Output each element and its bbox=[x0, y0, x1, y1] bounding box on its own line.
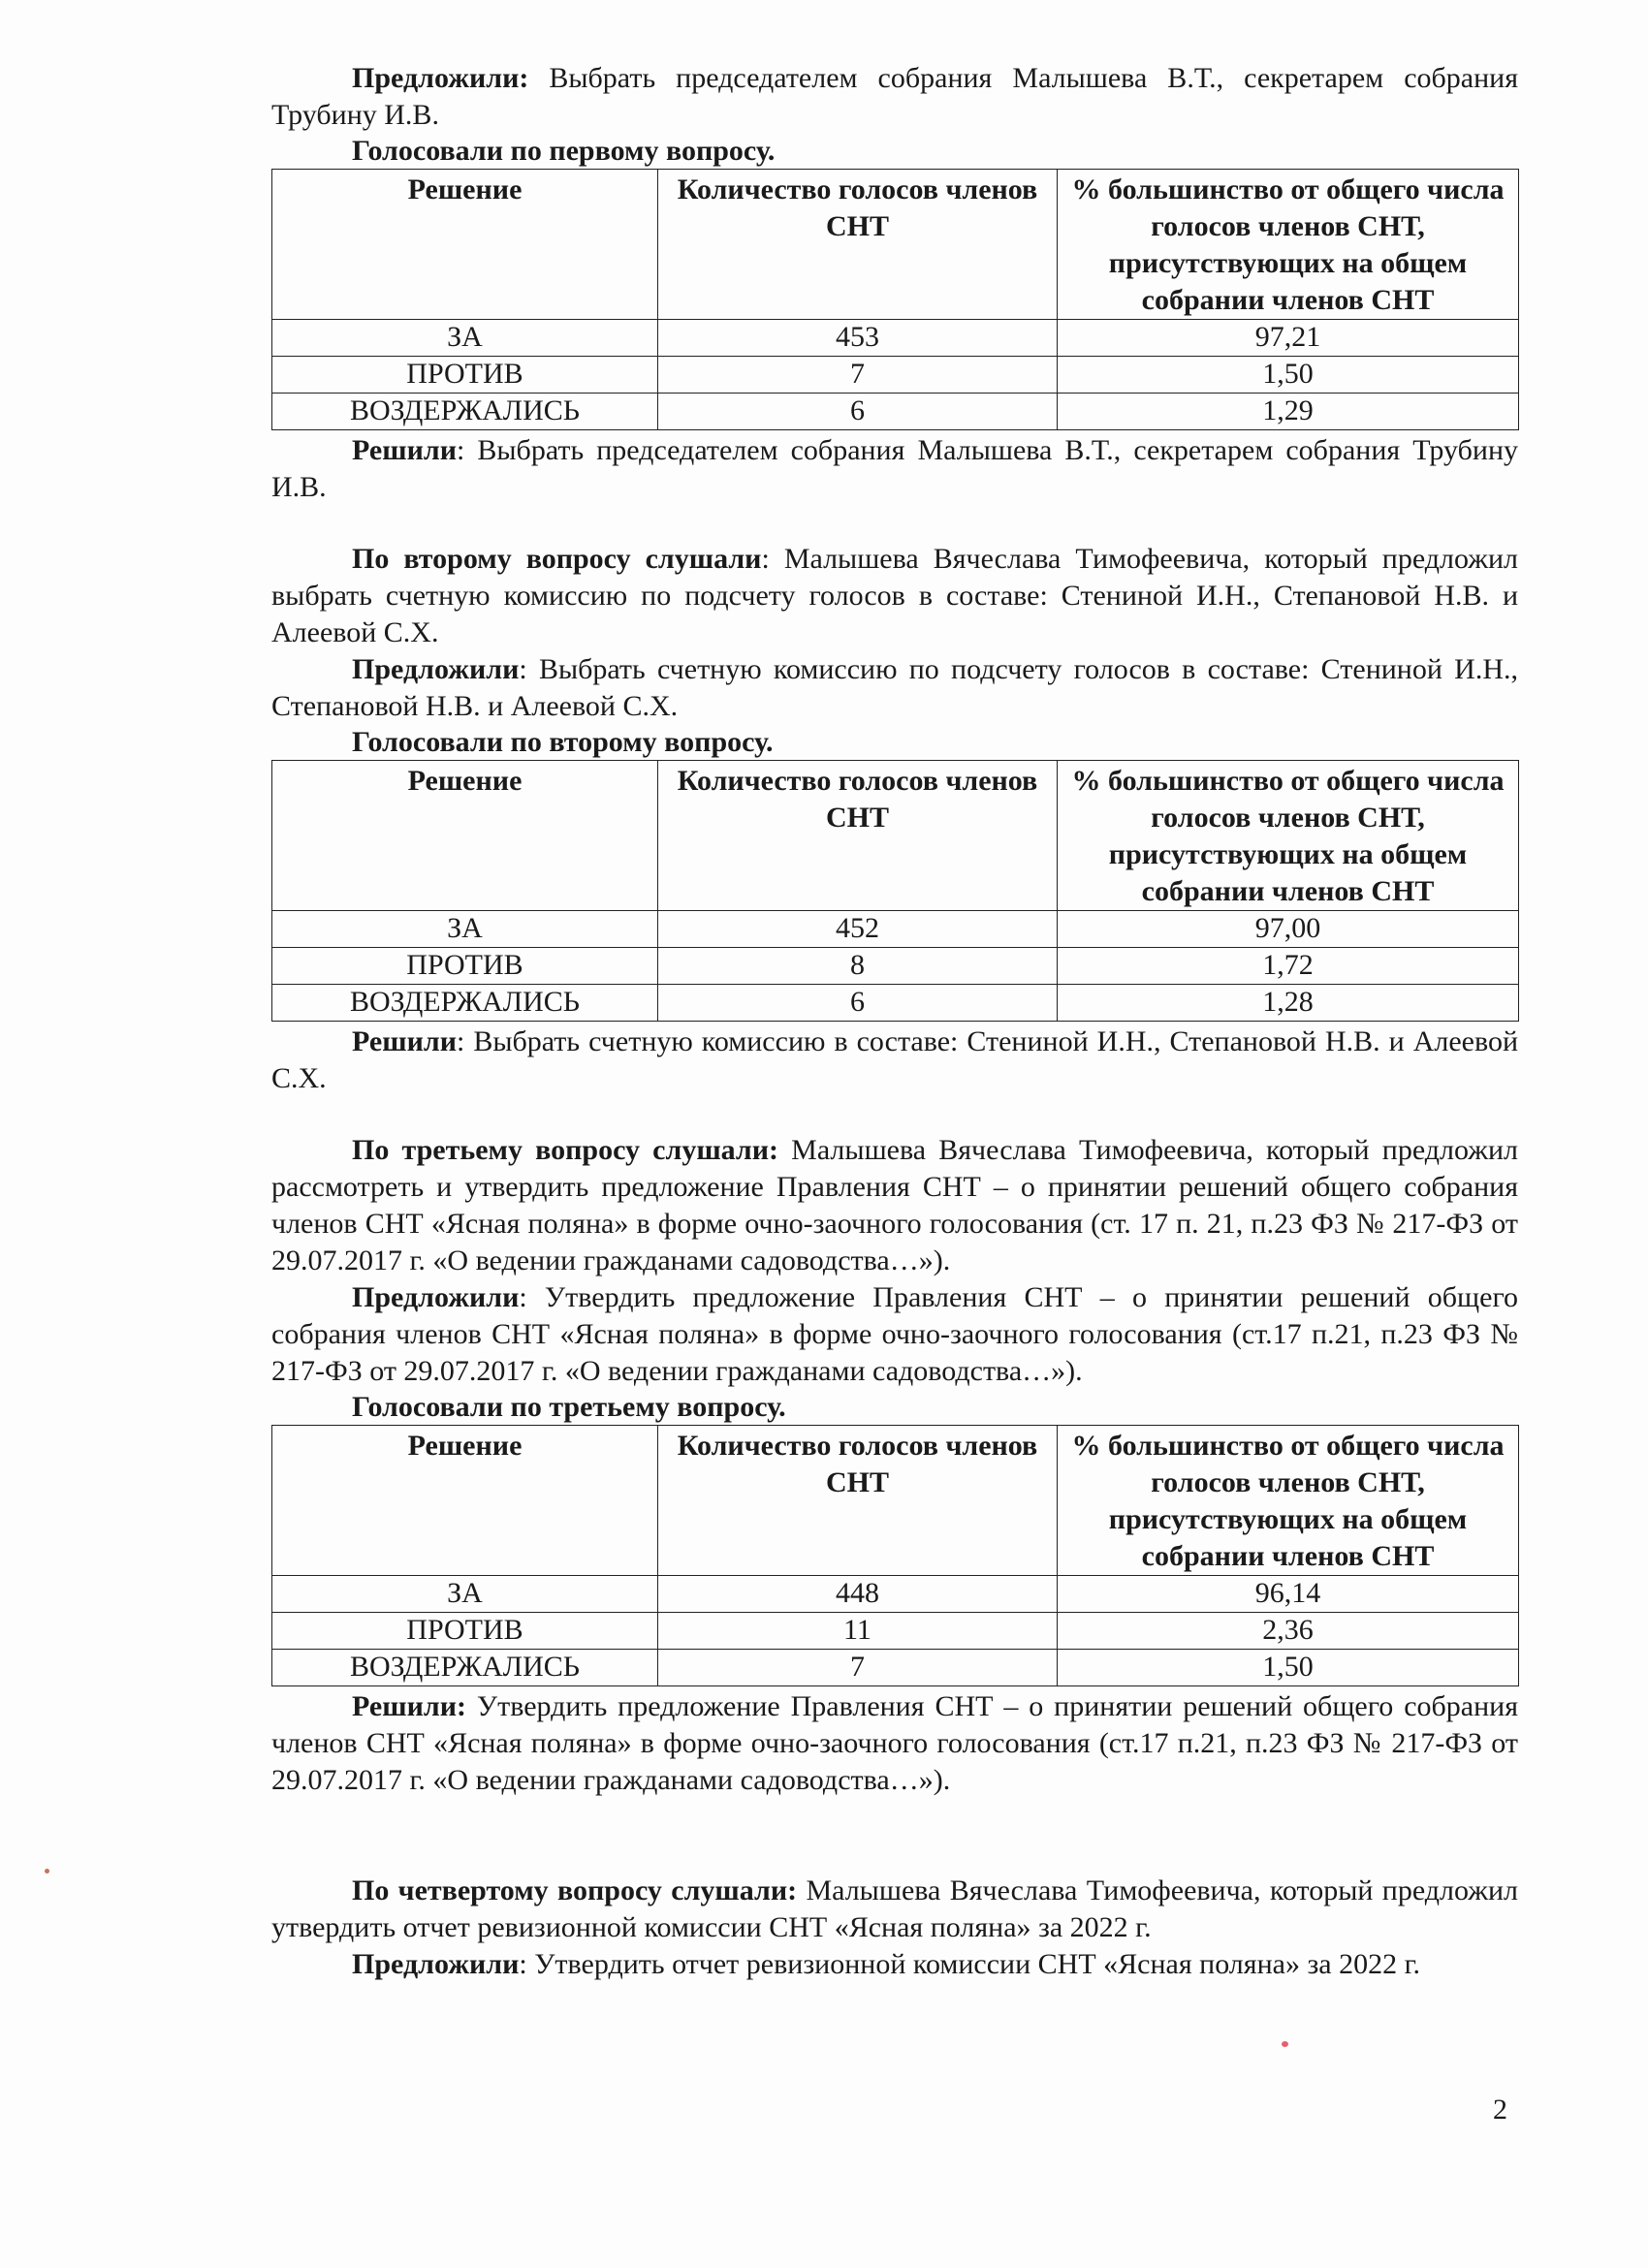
header-decision: Решение bbox=[272, 761, 658, 911]
table-row bbox=[272, 911, 1519, 948]
percent-cell: 96,14 bbox=[1058, 1576, 1519, 1613]
table-header-row bbox=[272, 761, 1519, 911]
header-decision: Решение bbox=[272, 170, 658, 320]
decision-cell: ВОЗДЕРЖАЛИСЬ bbox=[272, 394, 658, 430]
header-percent: % большинство от общего числа голосов членов СНТ, присутствующих на общем собрании членов СНТ bbox=[1058, 170, 1519, 320]
q1-proposed-paragraph bbox=[271, 60, 1518, 134]
percent-cell: 1,50 bbox=[1058, 1650, 1519, 1686]
q1-votes-table bbox=[271, 169, 1519, 430]
percent-cell: 97,21 bbox=[1058, 320, 1519, 357]
q3-voted-heading: Голосовали по третьему вопросу. bbox=[352, 1391, 786, 1423]
q2-resolved-label: Решили bbox=[352, 1025, 457, 1057]
q3-proposed-text: : Утвердить предложение Правления СНТ – о принятии решений общего собрания членов СНТ «Ясная поляна» в форме очно-заочного голосования (ст.17 п.21, п.23 ФЗ № 217-ФЗ от 29.07.2017 г. «О ведении гражданами садоводства…»). bbox=[271, 1281, 1518, 1387]
q2-votes-table bbox=[271, 760, 1519, 1022]
count-cell: 8 bbox=[658, 948, 1058, 985]
q2-proposed-label: Предложили bbox=[352, 653, 520, 685]
q3-resolved-text: Утвердить предложение Правления СНТ – о принятии решений общего собрания членов СНТ «Ясная поляна» в форме очно-заочного голосования (ст.17 п.21, п.23 ФЗ № 217-ФЗ от 29.07.2017 г. «О ведении гражданами садоводства…»). bbox=[271, 1690, 1518, 1796]
table-header-row bbox=[272, 170, 1519, 320]
q1-resolved-paragraph bbox=[271, 432, 1518, 506]
q3-proposed-paragraph bbox=[271, 1279, 1518, 1390]
decision-cell: ЗА bbox=[272, 1576, 658, 1613]
q3-heard-paragraph bbox=[271, 1132, 1518, 1279]
q2-heard-paragraph bbox=[271, 541, 1518, 651]
header-vote-count: Количество голосов членов СНТ bbox=[658, 1426, 1058, 1576]
percent-cell: 1,28 bbox=[1058, 985, 1519, 1022]
q2-proposed-paragraph bbox=[271, 651, 1518, 725]
q2-heard-text: : Малышева Вячеслава Тимофеевича, который предложил выбрать счетную комиссию по подсчету голосов в составе: Стениной И.Н., Степановой Н.В. и Алеевой С.Х. bbox=[271, 543, 1519, 648]
q2-heard-label: По второму вопросу слушали bbox=[352, 543, 762, 575]
q1-voted-heading: Голосовали по первому вопросу. bbox=[352, 135, 776, 167]
decision-cell: ПРОТИВ bbox=[272, 1613, 658, 1650]
q3-heard-label: По третьему вопросу слушали: bbox=[352, 1134, 779, 1166]
q1-proposed-label: Предложили: bbox=[352, 62, 529, 94]
table-row bbox=[272, 1650, 1519, 1686]
q3-votes-table bbox=[271, 1425, 1519, 1686]
q4-proposed-paragraph bbox=[271, 1946, 1518, 1983]
header-vote-count: Количество голосов членов СНТ bbox=[658, 761, 1058, 911]
table-row bbox=[272, 320, 1519, 357]
decision-cell: ЗА bbox=[272, 320, 658, 357]
header-vote-count: Количество голосов членов СНТ bbox=[658, 170, 1058, 320]
table-row bbox=[272, 948, 1519, 985]
table-row bbox=[272, 1613, 1519, 1650]
decision-cell: ПРОТИВ bbox=[272, 948, 658, 985]
q2-resolved-text: : Выбрать счетную комиссию в составе: Стениной И.Н., Степановой Н.В. и Алеевой С.Х. bbox=[271, 1025, 1518, 1094]
q3-heard-text: Малышева Вячеслава Тимофеевича, который предложил рассмотреть и утвердить предложение Правления СНТ – о принятии решений общего собрания членов СНТ «Ясная поляна» в форме очно-заочного голосования (ст. 17 п. 21, п.23 ФЗ № 217-ФЗ от 29.07.2017 г. «О ведении гражданами садоводства…»). bbox=[271, 1134, 1518, 1276]
table-row bbox=[272, 1576, 1519, 1613]
table-row bbox=[272, 394, 1519, 430]
scan-speck-red bbox=[1282, 2041, 1288, 2047]
decision-cell: ВОЗДЕРЖАЛИСЬ bbox=[272, 1650, 658, 1686]
percent-cell: 1,72 bbox=[1058, 948, 1519, 985]
q1-resolved-label: Решили bbox=[352, 434, 457, 466]
header-percent: % большинство от общего числа голосов членов СНТ, присутствующих на общем собрании членов СНТ bbox=[1058, 761, 1519, 911]
percent-cell: 1,50 bbox=[1058, 357, 1519, 394]
decision-cell: ВОЗДЕРЖАЛИСЬ bbox=[272, 985, 658, 1022]
count-cell: 453 bbox=[658, 320, 1058, 357]
count-cell: 7 bbox=[658, 1650, 1058, 1686]
percent-cell: 2,36 bbox=[1058, 1613, 1519, 1650]
decision-cell: ПРОТИВ bbox=[272, 357, 658, 394]
percent-cell: 1,29 bbox=[1058, 394, 1519, 430]
count-cell: 6 bbox=[658, 985, 1058, 1022]
q2-voted-heading: Голосовали по второму вопросу. bbox=[352, 726, 774, 758]
percent-cell: 97,00 bbox=[1058, 911, 1519, 948]
q2-resolved-paragraph bbox=[271, 1024, 1518, 1097]
q4-proposed-text: : Утвердить отчет ревизионной комиссии СНТ «Ясная поляна» за 2022 г. bbox=[519, 1948, 1421, 1980]
q3-resolved-label: Решили: bbox=[352, 1690, 466, 1722]
q1-resolved-text: : Выбрать председателем собрания Малышева В.Т., секретарем собрания Трубину И.В. bbox=[271, 434, 1518, 503]
count-cell: 448 bbox=[658, 1576, 1058, 1613]
q2-proposed-text: : Выбрать счетную комиссию по подсчету голосов в составе: Стениной И.Н., Степановой Н.В. и Алеевой С.Х. bbox=[271, 653, 1518, 722]
q4-heard-text: Малышева Вячеслава Тимофеевича, который предложил утвердить отчет ревизионной комиссии СНТ «Ясная поляна» за 2022 г. bbox=[271, 1874, 1519, 1943]
q4-heard-paragraph bbox=[271, 1873, 1518, 1946]
q4-proposed-label: Предложили bbox=[352, 1948, 520, 1980]
count-cell: 452 bbox=[658, 911, 1058, 948]
document-body bbox=[271, 60, 1518, 1983]
page-number: 2 bbox=[1493, 2094, 1507, 2126]
q1-proposed-text: Выбрать председателем собрания Малышева В.Т., секретарем собрания Трубину И.В. bbox=[271, 62, 1518, 131]
q4-heard-label: По четвертому вопросу слушали: bbox=[352, 1874, 798, 1906]
count-cell: 6 bbox=[658, 394, 1058, 430]
q3-resolved-paragraph bbox=[271, 1688, 1518, 1799]
table-header-row bbox=[272, 1426, 1519, 1576]
table-row bbox=[272, 985, 1519, 1022]
scan-speck-brown bbox=[45, 1869, 49, 1874]
header-decision: Решение bbox=[272, 1426, 658, 1576]
decision-cell: ЗА bbox=[272, 911, 658, 948]
count-cell: 7 bbox=[658, 357, 1058, 394]
header-percent: % большинство от общего числа голосов членов СНТ, присутствующих на общем собрании членов СНТ bbox=[1058, 1426, 1519, 1576]
q3-proposed-label: Предложили bbox=[352, 1281, 520, 1313]
table-row bbox=[272, 357, 1519, 394]
count-cell: 11 bbox=[658, 1613, 1058, 1650]
